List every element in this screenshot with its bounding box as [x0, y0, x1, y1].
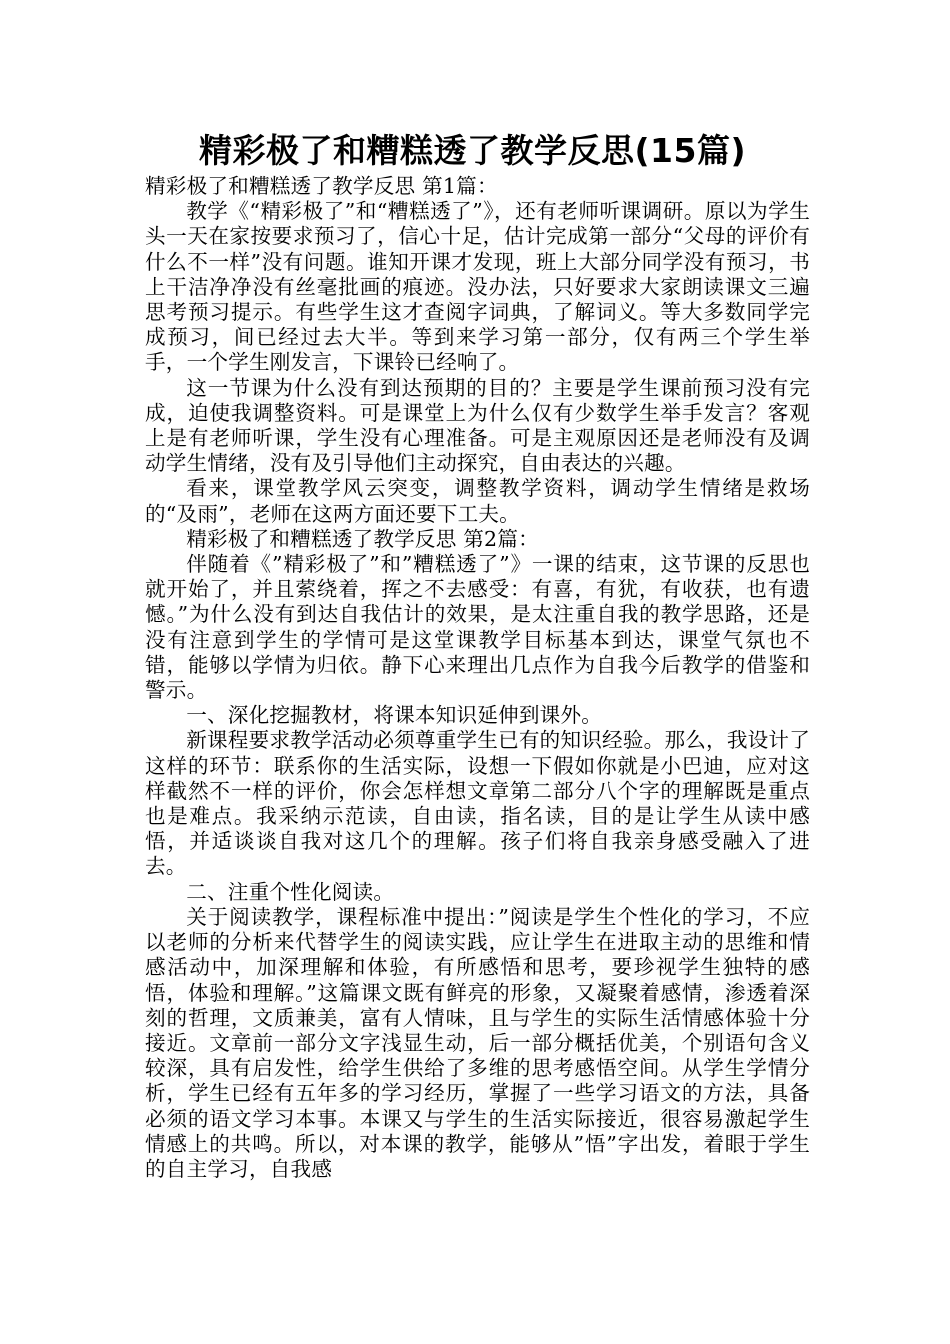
paragraph: 教学《“精彩极了”和“糟糕透了”》，还有老师听课调研。原以为学生头一天在家按要求预习了，信心十足，估计完成第一部分“父母的评价有什么不一样”没有问题。谁知开课才发现，班上大部分同学没有预习，书上干洁净净没有丝毫批画的痕迹。没办法，只好要求大家朗读课文三遍思考预习提示。有些学生这才查阅字词典，了解词义。等大多数同学完成预习，间已经过去大半。等到来学习第一部分，仅有两三个学生举手，一个学生刚发言，下课铃已经响了。	[145, 199, 810, 375]
section-heading-1: 精彩极了和糟糕透了教学反思 第1篇：	[145, 174, 498, 198]
document-page	[145, 128, 810, 1182]
paragraph: 新课程要求教学活动必须尊重学生已有的知识经验。那么，我设计了这样的环节：联系你的生活实际，设想一下假如你就是小巴迪，应对这样截然不一样的评价，你会怎样想文章第二部分八个字的理解既是重点也是难点。我采纳示范读，自由读，指名读，目的是让学生从读中感悟，并适谈谈自我对这几个的理解。孩子们将自我亲身感受融入了进去。	[145, 728, 810, 879]
subheading: 一、深化挖掘教材，将课本知识延伸到课外。	[186, 703, 603, 728]
paragraph: 这一节课为什么没有到达预期的目的？主要是学生课前预习没有完成，迫使我调整资料。可是课堂上为什么仅有少数学生举手发言？客观上是有老师听课，学生没有心理准备。可是主观原因还是老师没有及调动学生情绪，没有及引导他们主动探究，自由表达的兴趣。	[145, 375, 810, 476]
paragraph: 伴随着《”精彩极了”和”糟糕透了”》一课的结束，这节课的反思也就开始了，并且萦绕着，挥之不去感受：有喜，有犹，有收获，也有遗憾。”为什么没有到达自我估计的效果，是太注重自我的教学思路，还是没有注意到学生的学情可是这堂课教学目标基本到达，课堂气氛也不错，能够以学情为归依。静下心来理出几点作为自我今后教学的借鉴和警示。	[145, 552, 810, 703]
document-title: 精彩极了和糟糕透了教学反思(15篇)	[198, 131, 747, 170]
section-heading-2: 精彩极了和糟糕透了教学反思 第2篇：	[186, 526, 539, 551]
subheading: 二、注重个性化阅读。	[186, 879, 395, 904]
paragraph: 关于阅读教学，课程标准中提出：”阅读是学生个性化的学习，不应以老师的分析来代替学生的阅读实践，应让学生在进取主动的思维和情感活动中，加深理解和体验，有所感悟和思考，要珍视学生独特的感悟，体验和理解。”这篇课文既有鲜亮的形象，又凝聚着感情，渗透着深刻的哲理，文质兼美，富有人情味，且与学生的实际生活情感体验十分接近。文章前一部分文字浅显生动，后一部分概括优美，个别语句含义较深，具有启发性，给学生供给了多维的思考感悟空间。从学生学情分析，学生已经有五年多的学习经历，掌握了一些学习语文的方法，具备必须的语文学习本事。本课又与学生的生活实际接近，很容易激起学生情感上的共鸣。所以，对本课的教学，能够从”悟”字出发，着眼于学生的自主学习，自我感	[145, 904, 810, 1181]
document-body	[145, 174, 810, 1182]
paragraph: 看来，课堂教学风云突变，调整教学资料，调动学生情绪是救场的“及雨”，老师在这两方面还要下工夫。	[145, 476, 810, 526]
